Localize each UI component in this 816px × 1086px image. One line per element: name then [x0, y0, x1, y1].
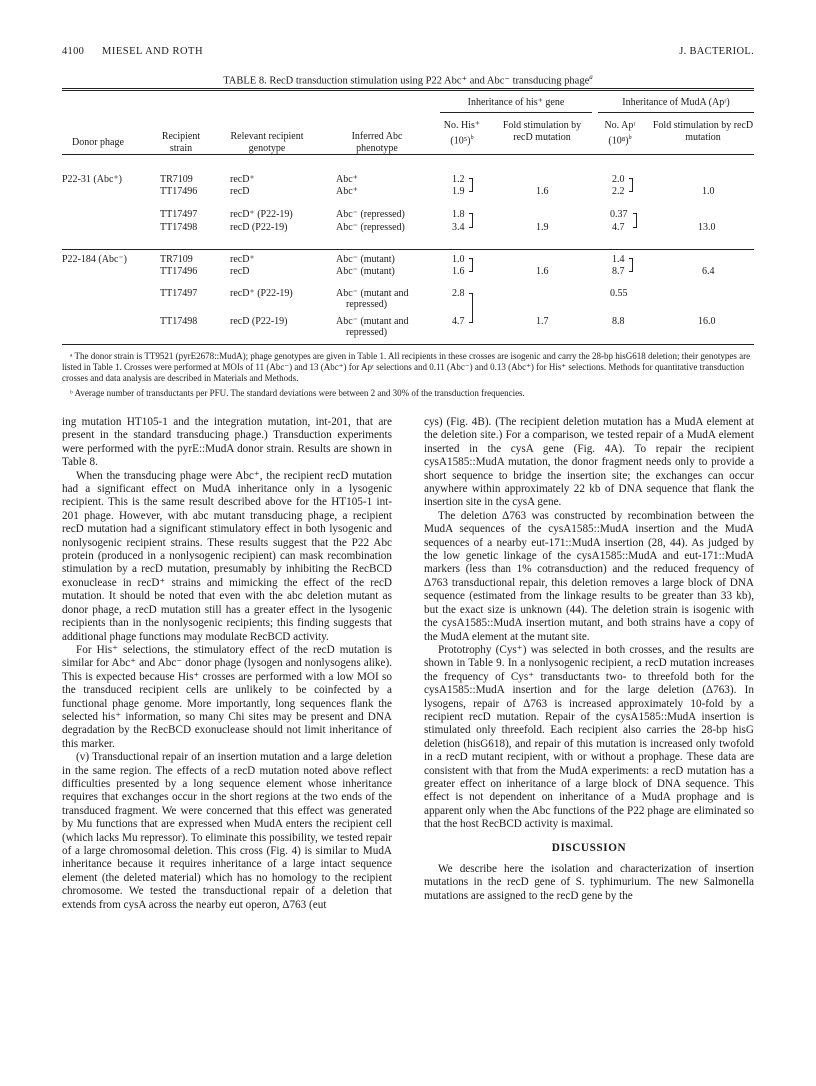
body-paragraph: We describe here the isolation and characterization of insertion mutations in the recD gene of S. typhimurium. The new Salmonella mutations are assigned to the recD gene by the — [424, 863, 754, 902]
table-cell: 1.9 — [452, 186, 465, 197]
table-cell: 3.4 — [452, 222, 465, 233]
table-cell: repressed) — [346, 327, 388, 338]
body-paragraph: For His⁺ selections, the stimulatory effect of the recD mutation is similar for Abc⁺ and Abc⁻ donor phage (lysogen and nonlysogens alike). This is expected because His⁺ crosses are performed with a low MOI so the transduced recipient cells are unlikely to be coinfected by a functional phage genome. More importantly, long sequences flank the selected his⁺ information, so many Chi sites may be present and DNA degradation by the RecBCD exonuclease should not limit inheritance of this marker. — [62, 643, 392, 750]
table-cell: 8.8 — [612, 316, 625, 327]
table-cell: Abc⁻ (mutant and — [336, 316, 409, 327]
journal-name: J. BACTERIOL. — [679, 46, 754, 57]
table-cell: 1.8 — [452, 209, 465, 220]
col-header-genotype: Relevant recipient genotype — [230, 131, 304, 154]
table-cell: 0.37 — [610, 209, 628, 220]
muda-group-header: Inheritance of MudA (Apʳ) — [622, 97, 730, 108]
table-cell: 2.0 — [612, 174, 625, 185]
table-cell: 1.0 — [702, 186, 715, 197]
footnote-b: ᵇ Average number of transductants per PFU. The standard deviations were between 2 and 30% of the transduction frequencies. — [70, 388, 525, 398]
body-paragraph: cys) (Fig. 4B). (The recipient deletion mutation has a MudA element at the deletion site.) For a comparison, we tested repair of a MudA element inserted in the cysA gene (Fig. 4A). To repair the recipient cysA1585::MudA mutation, the donor fragment needs only to provide a short sequence to bridge the insertion site; the exchanges can occur anywhere within approximately 22 kb of DNA sequence that flank the insertion site in the cysA gene. — [424, 416, 754, 509]
table-cell: 6.4 — [702, 266, 715, 277]
section-paragraph: (v) Transductional repair of an insertion mutation and a large deletion in the same region. The effects of a recD mutation noted above reflect difficulties presented by a long sequence element whose inheritance requires that exchanges occur in the short regions at the two ends of the transduced fragment. We were concerned that this effect was generated by Mu functions that are expressed when MudA enters the recipient cell (which lacks Mu repressor). To eliminate this possibility, we tested repair of a large chromosomal deletion. This cross (Fig. 4) is similar to MudA inheritance because it requires inheritance of a large intact sequence element (the deleted material) which has no homology to the recipient chromosome. We tested the transductional repair of a deletion that extends from cysA across the nearby eut operon, Δ763 (eut — [62, 751, 392, 911]
his-group-header: Inheritance of his⁺ gene — [467, 97, 565, 108]
table-cell: Abc⁻ (mutant) — [336, 266, 395, 277]
table-cell: 1.9 — [536, 222, 549, 233]
table-cell: TT17498 — [160, 316, 198, 327]
left-column — [62, 416, 392, 912]
table-cell: Abc⁻ (repressed) — [336, 209, 405, 220]
table-cell: recD⁺ — [230, 254, 255, 265]
table-cell: 1.6 — [536, 186, 549, 197]
table-cell: 1.4 — [612, 254, 625, 265]
donor-label: P22-31 (Abc⁺) — [62, 174, 122, 185]
body-paragraph: When the transducing phage were Abc⁺, the recipient recD mutation had a significant effect on MudA inheritance only in a lysogenic recipient. This is the same result described above for the HT105-1 int-201 phage. However, with abc mutant transducing phage, a recipient recD mutation had a significant stimulatory effect in both lysogenic and nonlysogenic recipient strains. These results suggest that the P22 Abc protein (produced in a nonlysogenic recipient) can mask recombination stimulation by a recD mutation, presumably by inhibiting the RecBCD exonuclease in recD⁺ strains and mimicking the effect of the recD mutation. It should be noted that even with the abc deletion mutant as donor phage, a recD mutation still has a greater effect in the lysogenic recipients than in the nonlysogenic recipients; this finding suggests that additional phage functions may modulate RecBCD activity. — [62, 469, 392, 643]
table-cell: 8.7 — [612, 266, 625, 277]
table-cell: recD — [230, 186, 250, 197]
body-paragraph: The deletion Δ763 was constructed by recombination between the MudA sequences of the cysA1585::MudA insertion and the MudA sequences of a nearby eut-171::MudA insertion (28, 44). As judged by the low genetic linkage of the cysA1585::MudA and eut-171::MudA markers (less than 1% cotransduction) and the reduced frequency of Δ763 transductional repair, this deletion removes a large block of DNA sequence (estimated from the linkage results to be greater than 33 kb), but the exact size is unknown (44). The deletion strain is isogenic with the cysA1585::MudA insertion mutant, and both strains have a copy of the MudA element at the mutant site. — [424, 509, 754, 643]
table-cell: recD⁺ — [230, 174, 255, 185]
running-header — [62, 46, 754, 62]
table-cell: 1.0 — [452, 254, 465, 265]
table-cell: Abc⁺ — [336, 186, 358, 197]
table-cell: Abc⁺ — [336, 174, 358, 185]
table-cell: 1.7 — [536, 316, 549, 327]
table-cell: 1.6 — [452, 266, 465, 277]
table-cell: 4.7 — [452, 316, 465, 327]
table-cell: recD — [230, 266, 250, 277]
page-number: 4100 — [62, 46, 85, 57]
table-cell: TR7109 — [160, 174, 193, 185]
right-column — [424, 416, 754, 903]
table-cell: Abc⁻ (mutant and — [336, 288, 409, 299]
footnote-a: ᵃ The donor strain is TT9521 (pyrE2678::MudA); phage genotypes are given in Table 1. All recipients in these crosses are isogenic and carry the 28-bp hisG618 deletion; their genotypes are listed in Table 1. Crosses were performed at MOIs of 11 (Abc⁻) and 13 (Abc⁺) for Apʳ selections and 0.11 (Abc⁻) and 0.13 (Abc⁺) for His⁺ selections. Methods for quantitative transduction crosses and data analysis are described in Materials and Methods. — [62, 351, 751, 383]
table-cell: TT17496 — [160, 266, 198, 277]
col-header-no-his: No. His⁺ $(10^5)^b$ — [443, 120, 481, 147]
table-cell: 16.0 — [698, 316, 716, 327]
table-cell: 1.2 — [452, 174, 465, 185]
table-cell: TT17497 — [160, 288, 198, 299]
table-cell: 0.55 — [610, 288, 628, 299]
table-cell: 2.8 — [452, 288, 465, 299]
table-cell: 13.0 — [698, 222, 716, 233]
table-cell: repressed) — [346, 299, 388, 310]
table-cell: recD⁺ (P22-19) — [230, 288, 293, 299]
col-header-fold-apr: Fold stimulation by recD mutation — [652, 120, 754, 143]
col-header-strain: Recipient strain — [161, 131, 201, 154]
table-cell: TR7109 — [160, 254, 193, 265]
col-header-no-apr: No. Apʳ $(10^8)^b$ — [604, 120, 636, 147]
table-cell: recD (P22-19) — [230, 222, 288, 233]
col-header-donor: Donor phage — [72, 137, 124, 148]
running-authors: MIESEL AND ROTH — [102, 46, 204, 57]
table-cell: TT17498 — [160, 222, 198, 233]
table-cell: 4.7 — [612, 222, 625, 233]
table-cell: 2.2 — [612, 186, 625, 197]
body-paragraph: ing mutation HT105-1 and the integration mutation, int-201, that are present in the standard transducing phage.) Transduction experiments were performed with the pyrE::MudA donor strain. Results are shown in Table 8. — [62, 416, 392, 469]
table-cell: recD (P22-19) — [230, 316, 288, 327]
table-8 — [62, 88, 754, 346]
table-cell: Abc⁻ (mutant) — [336, 254, 395, 265]
col-header-phenotype: Inferred Abc phenotype — [351, 131, 403, 154]
table-caption: TABLE 8. RecD transduction stimulation using P22 Abc⁺ and Abc⁻ transducing phage$^a$ — [223, 73, 593, 87]
donor-label: P22-184 (Abc⁻) — [62, 254, 127, 265]
table-cell: Abc⁻ (repressed) — [336, 222, 405, 233]
table-cell: 1.6 — [536, 266, 549, 277]
col-header-fold-his: Fold stimulation by recD mutation — [502, 120, 582, 143]
discussion-heading: DISCUSSION — [551, 841, 627, 854]
table-cell: recD⁺ (P22-19) — [230, 209, 293, 220]
table-cell: TT17496 — [160, 186, 198, 197]
table-cell: TT17497 — [160, 209, 198, 220]
body-paragraph: Prototrophy (Cys⁺) was selected in both crosses, and the results are shown in Table 9. In a nonlysogenic recipient, a recD mutation increases the frequency of Cys⁺ transductants two- to threefold both for the cysA1585::MudA insertion and for the large deletion (Δ763). In lysogens, repair of Δ763 is increased approximately 10-fold by a recipient recD mutation. Repair of the cysA1585::MudA insertion is stimulated only threefold. Each recipient also carries the 28-bp hisG deletion (hisG618), and repair of this mutation is increased only twofold in a recD mutant recipient, with or without a prophage. These data are consistent with that from the MudA experiments: a recD mutation has a greater effect on inheritance of a large block of DNA sequence. This effect is not dependent on inheritance of a MudA prophage and is apparent only when the Abc functions of the P22 phage are eliminated so that the host RecBCD activity is maximal. — [424, 643, 754, 831]
